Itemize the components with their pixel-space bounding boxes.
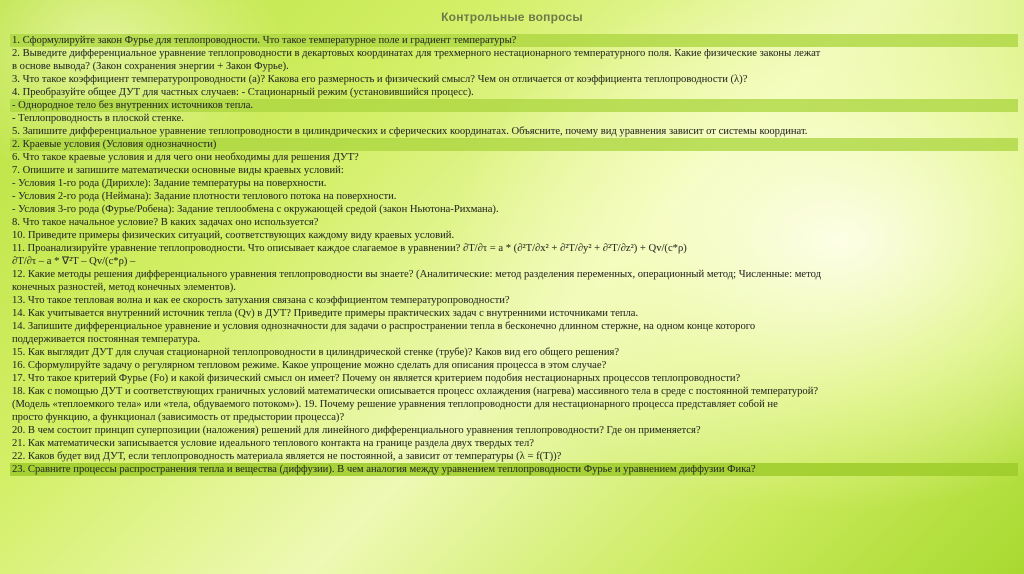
question-line: 2. Краевые условия (Условия однозначности): [10, 138, 1018, 151]
questions-list: [10, 34, 1018, 566]
question-line: 11. Проанализируйте уравнение теплопроводности. Что описывает каждое слагаемое в уравнении? ∂T/∂τ = a * (∂²T/∂x² + ∂²T/∂y² + ∂²T/∂z²) + Qv/(c*ρ): [12, 243, 687, 254]
question-line: просто функцию, а функционал (зависимость от предыстории процесса)?: [12, 412, 345, 423]
question-line: - Условия 3-го рода (Фурье/Робена): Задание теплообмена с окружающей средой (закон Ньютона-Рихмана).: [12, 204, 499, 215]
question-line: - Условия 2-го рода (Неймана): Задание плотности теплового потока на поверхности.: [12, 191, 397, 202]
question-line: 17. Что такое критерий Фурье (Fo) и какой физический смысл он имеет? Почему он является критерием подобия нестационарных процессов теплопроводности?: [12, 373, 741, 384]
question-line: 20. В чем состоит принцип суперпозиции (наложения) решений для линейного дифференциального уравнения теплопроводности? Где он применяется?: [12, 425, 701, 436]
question-line: 15. Как выглядит ДУТ для случая стационарной теплопроводности в цилиндрической стенке (трубе)? Каков вид его общего решения?: [12, 347, 620, 358]
question-line: 14. Запишите дифференциальное уравнение и условия однозначности для задачи о распространении тепла в бесконечно длинном стержне, на одном конце которого: [12, 321, 756, 332]
question-line: конечных разностей, метод конечных элементов).: [12, 282, 236, 293]
question-line: (Модель «теплоемкого тела» или «тела, обдуваемого потоком»). 19. Почему решение уравнения теплопроводности для нестационарного процесса представляет собой не: [12, 399, 778, 410]
question-line: в основе вывода? (Закон сохранения энергии + Закон Фурье).: [12, 61, 289, 72]
question-line: - Условия 1-го рода (Дирихле): Задание температуры на поверхности.: [12, 178, 327, 189]
question-line: - Теплопроводность в плоской стенке.: [12, 113, 184, 124]
question-line: 12. Какие методы решения дифференциального уравнения теплопроводности вы знаете? (Аналитические: метод разделения переменных, операционный метод; Численные: метод: [12, 269, 821, 280]
question-line: 22. Каков будет вид ДУТ, если теплопроводность материала является не постоянной, а зависит от температуры (λ = f(T))?: [12, 451, 562, 462]
question-line: 8. Что такое начальное условие? В каких задачах оно используется?: [12, 217, 319, 228]
question-line: 23. Сравните процессы распространения тепла и вещества (диффузии). В чем аналогия между уравнением теплопроводности Фурье и уравнением диффузии Фика?: [10, 463, 1018, 476]
question-line: 10. Приведите примеры физических ситуаций, соответствующих каждому виду краевых условий.: [12, 230, 455, 241]
question-line: 21. Как математически записывается условие идеального теплового контакта на границе раздела двух твердых тел?: [12, 438, 534, 449]
question-line: 5. Запишите дифференциальное уравнение теплопроводности в цилиндрических и сферических координатах. Объясните, почему вид уравнения зависит от системы координат.: [12, 126, 808, 137]
question-line: 4. Преобразуйте общее ДУТ для частных случаев: - Стационарный режим (установившийся процесс).: [12, 87, 474, 98]
question-line: 2. Выведите дифференциальное уравнение теплопроводности в декартовых координатах для трехмерного нестационарного температурного поля. Какие физические законы лежат: [12, 48, 821, 59]
question-line: 14. Как учитывается внутренний источник тепла (Qv) в ДУТ? Приведите примеры практических задач с внутренними источниками тепла.: [12, 308, 639, 319]
question-line: 13. Что такое тепловая волна и как ее скорость затухания связана с коэффициентом температуропроводности?: [12, 295, 510, 306]
question-line: 1. Сформулируйте закон Фурье для теплопроводности. Что такое температурное поле и градиент температуры?: [10, 34, 1018, 47]
question-line: поддерживается постоянная температура.: [12, 334, 201, 345]
question-line: 16. Сформулируйте задачу о регулярном тепловом режиме. Какое упрощение можно сделать для описания процесса в этом случае?: [12, 360, 607, 371]
question-line: 18. Как с помощью ДУТ и соответствующих граничных условий математически описывается процесс охлаждения (нагрева) массивного тела в среде с постоянной температурой?: [12, 386, 819, 397]
question-line: 3. Что такое коэффициент температуропроводности (a)? Какова его размерность и физический смысл? Чем он отличается от коэффициента теплопроводности (λ)?: [12, 74, 748, 85]
question-line: - Однородное тело без внутренних источников тепла.: [10, 99, 1018, 112]
slide-title: Контрольные вопросы: [441, 10, 583, 24]
question-line: ∂T/∂τ – a * ∇²T – Qv/(c*ρ) –: [12, 256, 136, 267]
question-line: 6. Что такое краевые условия и для чего они необходимы для решения ДУТ?: [12, 152, 359, 163]
question-line: 7. Опишите и запишите математически основные виды краевых условий:: [12, 165, 344, 176]
